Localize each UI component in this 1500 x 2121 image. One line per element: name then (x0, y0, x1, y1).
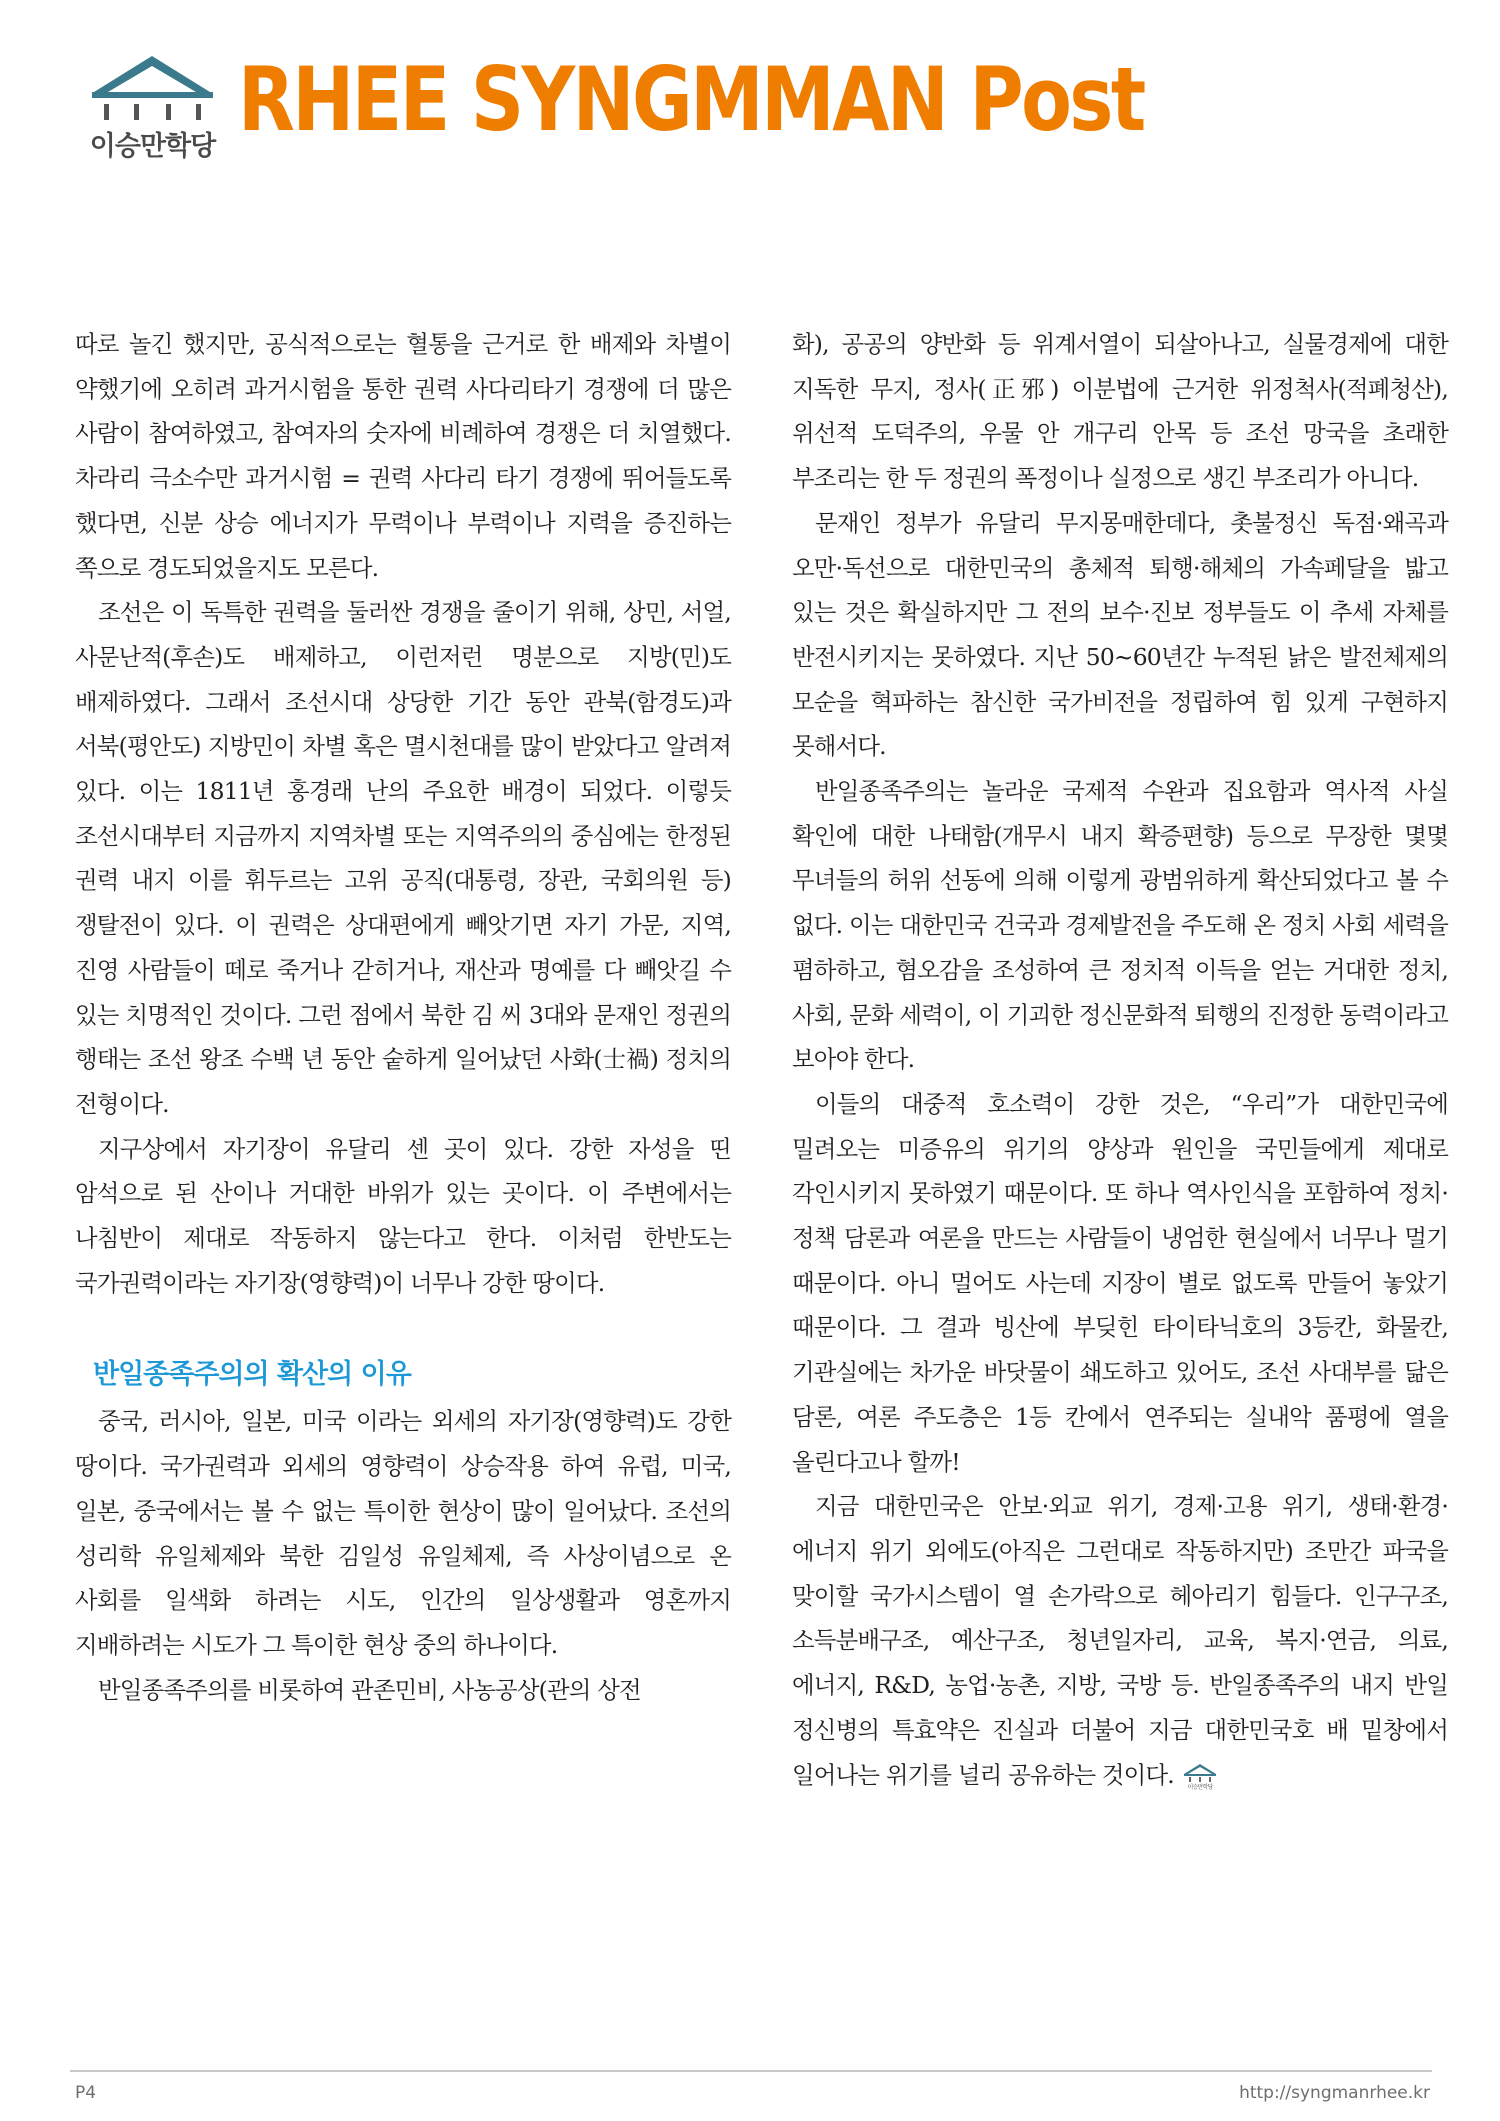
end-mark-logo-icon (1180, 1762, 1220, 1790)
right-column (792, 322, 1448, 1797)
paragraph: 지구상에서 자기장이 유달리 센 곳이 있다. 강한 자성을 띤 암석으로 된 산이나 거대한 바위가 있는 곳이다. 이 주변에서는 나침반이 제대로 작동하지 않는다고 한다. 이처럼 한반도는 국가권력이라는 자기장(영향력)이 너무나 강한 땅이다. (75, 1134, 731, 1297)
paragraph: 반일종족주의는 놀라운 국제적 수완과 집요함과 역사적 사실 확인에 대한 나태함(개무시 내지 확증편향) 등으로 무장한 몇몇 무녀들의 허위 선동에 의해 이렇게 광범위하게 확산되었다고 볼 수 없다. 이는 대한민국 건국과 경제발전을 주도해 온 정치 사회 세력을 폄하하고, 혐오감을 조성하여 큰 정치적 이득을 얻는 거대한 정치, 사회, 문화 세력이, 이 기괴한 정신문화적 퇴행의 진정한 동력이라고 보아야 한다. (792, 777, 1448, 1074)
paragraph-last (792, 1484, 1448, 1797)
paragraph: 이들의 대중적 호소력이 강한 것은, “우리”가 대한민국에 밀려오는 미증유의 위기의 양상과 원인을 국민들에게 제대로 각인시키지 못하였기 때문이다. 또 하나 역사인식을 포함하여 정치·정책 담론과 여론을 만드는 사람들이 냉엄한 현실에서 너무나 멀기 때문이다. 아니 멀어도 사는데 지장이 별로 없도록 만들어 놓았기 때문이다. 그 결과 빙산에 부딪힌 타이타닉호의 3등칸, 화물칸, 기관실에는 차가운 바닷물이 쇄도하고 있어도, 조선 사대부를 닮은 담론, 여론 주도층은 1등 칸에서 연주되는 실내악 품평에 열을 올린다고나 할까! (792, 1089, 1448, 1476)
paragraph: 반일종족주의를 비롯하여 관존민비, 사농공상(관의 상전 (98, 1675, 641, 1704)
paragraph: 문재인 정부가 유달리 무지몽매한데다, 촛불정신 독점·왜곡과 오만·독선으로 대한민국의 총체적 퇴행·해체의 가속페달을 밟고 있는 것은 확실하지만 그 전의 보수·진보 정부들도 이 추세 자체를 반전시키지는 못하였다. 지난 50~60년간 누적된 낡은 발전체제의 모순을 혁파하는 참신한 국가비전을 정립하여 힘 있게 구현하지 못해서다. (792, 508, 1448, 761)
paragraph-text: 지금 대한민국은 안보·외교 위기, 경제·고용 위기, 생태·환경·에너지 위기 외에도(아직은 그런대로 작동하지만) 조만간 파국을 맞이할 국가시스템이 열 손가락으로 헤아리기 힘들다. 인구구조, 소득분배구조, 예산구조, 청년일자리, 교육, 복지·연금, 의료, 에너지, R&D, 농업·농촌, 지방, 국방 등. 반일종족주의 내지 반일 정신병의 특효약은 진실과 더불어 지금 대한민국호 배 밑창에서 일어나는 위기를 널리 공유하는 것이다. (792, 1492, 1448, 1789)
section-heading: 반일종족주의의 확산의 이유 (93, 1359, 411, 1391)
footer-divider (70, 2070, 1432, 2072)
logo-text: 이승만학당 (89, 131, 216, 162)
footer-url: http://syngmanrhee.kr (1239, 2083, 1430, 2103)
page-number: P4 (75, 2083, 97, 2103)
academy-house-icon (90, 52, 215, 122)
logo (70, 52, 235, 162)
paragraph: 따로 놀긴 했지만, 공식적으로는 혈통을 근거로 한 배제와 차별이 약했기에 오히려 과거시험을 통한 권력 사다리타기 경쟁에 더 많은 사람이 참여하였고, 참여자의 숫자에 비례하여 경쟁은 더 치열했다. 차라리 극소수만 과거시험 = 권력 사다리 타기 경쟁에 뛰어들도록 했다면, 신분 상승 에너지가 무력이나 부력이나 지력을 증진하는 쪽으로 경도되었을지도 모른다. (75, 330, 731, 582)
paragraph: 조선은 이 독특한 권력을 둘러싼 경쟁을 줄이기 위해, 상민, 서얼, 사문난적(후손)도 배제하고, 이런저런 명분으로 지방(민)도 배제하였다. 그래서 조선시대 상당한 기간 동안 관북(함경도)과 서북(평안도) 지방민이 차별 혹은 멸시천대를 많이 받았다고 알려져 있다. 이는 1811년 홍경래 난의 주요한 배경이 되었다. 이렇듯 조선시대부터 지금까지 지역차별 또는 지역주의의 중심에는 한정된 권력 내지 이를 휘두르는 고위 공직(대통령, 장관, 국회의원 등) 쟁탈전이 있다. 이 권력은 상대편에게 빼앗기면 자기 가문, 지역, 진영 사람들이 떼로 죽거나 갇히거나, 재산과 명예를 다 빼앗길 수 있는 치명적인 것이다. 그런 점에서 북한 김 씨 3대와 문재인 정권의 행태는 조선 왕조 수백 년 동안 숱하게 일어났던 사화(士禍) 정치의 전형이다. (75, 598, 731, 1118)
end-mark-text: 이승만학당 (1187, 1784, 1213, 1790)
left-column (75, 322, 731, 1712)
masthead-title: RHEE SYNGMMAN Post (238, 48, 1144, 151)
paragraph: 중국, 러시아, 일본, 미국 이라는 외세의 자기장(영향력)도 강한 땅이다. 국가권력과 외세의 영향력이 상승작용 하여 유럽, 미국, 일본, 중국에서는 볼 수 없는 특이한 현상이 많이 일어났다. 조선의 성리학 유일체제와 북한 김일성 유일체제, 즉 사상이념으로 온 사회를 일색화 하려는 시도, 인간의 일상생활과 영혼까지 지배하려는 시도가 그 특이한 현상 중의 하나이다. (75, 1407, 731, 1659)
paragraph: 화), 공공의 양반화 등 위계서열이 되살아나고, 실물경제에 대한 지독한 무지, 정사(正邪) 이분법에 근거한 위정척사(적폐청산), 위선적 도덕주의, 우물 안 개구리 안목 등 조선 망국을 초래한 부조리는 한 두 정권의 폭정이나 실정으로 생긴 부조리가 아니다. (792, 330, 1448, 493)
